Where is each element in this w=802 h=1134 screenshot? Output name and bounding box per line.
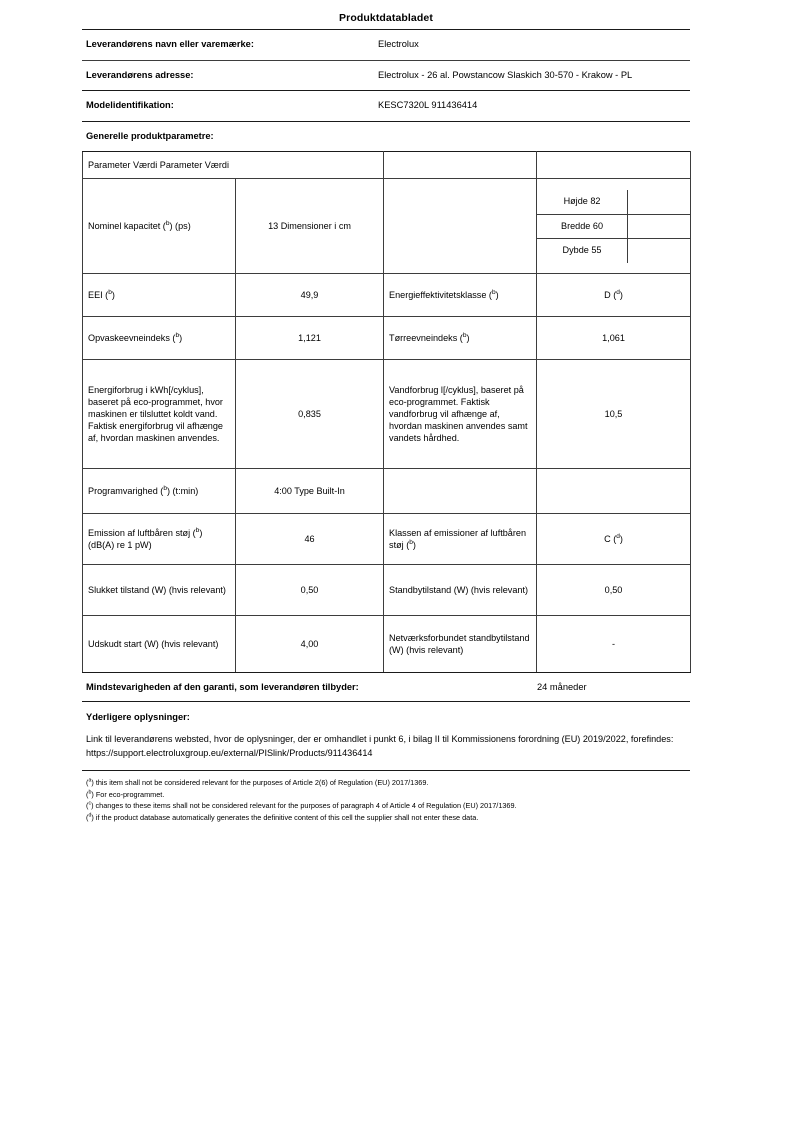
table-row [83, 360, 691, 469]
table-row [537, 214, 690, 239]
dimension-width: Bredde 60 [537, 214, 628, 239]
water-consumption-value: 10,5 [537, 360, 691, 469]
model-identifier-label: Modelidentifikation: [82, 91, 374, 122]
dimensions-subtable-host [537, 179, 691, 274]
supplier-address-label: Leverandørens adresse: [82, 60, 374, 91]
footnote-marker: b [165, 220, 170, 228]
program-duration-label: Programvarighed ($^b$) (t:min) [83, 469, 236, 514]
dimensions-spacer-cell [384, 179, 537, 274]
noise-emission-label: Emission af luftbåren støj ($^b$) (dB(A) re 1 pW) [83, 514, 236, 565]
footnote-marker: d [616, 289, 620, 297]
table-row [83, 317, 691, 360]
dimension-depth: Dybde 55 [537, 239, 628, 263]
networked-standby-value: - [537, 616, 691, 673]
table-row [83, 274, 691, 317]
header-spacer-cell-2 [537, 152, 691, 179]
standby-mode-label: Standbytilstand (W) (hvis relevant) [384, 565, 537, 616]
program-duration-spacer-cell [384, 469, 537, 514]
program-duration-value: 4:00 Type Built-In [236, 469, 384, 514]
dimension-height: Højde 82 [537, 190, 628, 214]
washing-index-value: 1,121 [236, 317, 384, 360]
model-identifier-value: KESC7320L 911436414 [374, 91, 690, 122]
noise-class-label: Klassen af emissioner af luftbåren støj ($^b$) [384, 514, 537, 565]
table-row [82, 60, 690, 91]
footnote-marker: b [108, 289, 112, 297]
table-row [537, 239, 690, 263]
energy-class-value: D ($^d$) [537, 274, 691, 317]
header-spacer-cell-1 [384, 152, 537, 179]
washing-index-label: Opvaskeevneindeks ($^b$) [83, 317, 236, 360]
networked-standby-label: Netværksforbundet standbytilstand (W) (hvis relevant) [384, 616, 537, 673]
delay-start-value: 4,00 [236, 616, 384, 673]
table-row [83, 514, 691, 565]
footnote-marker: b [462, 332, 467, 340]
footnote-marker: c [88, 800, 92, 807]
footnote-marker: b [88, 789, 92, 796]
parameter-column-header: Parameter Værdi Parameter Værdi [83, 152, 384, 179]
dimension-width-blank [628, 214, 691, 239]
table-row [83, 179, 691, 274]
general-parameters-table [82, 151, 691, 673]
standby-mode-value: 0,50 [537, 565, 691, 616]
footnote-marker: b [409, 539, 413, 547]
water-consumption-label: Vandforbrug l[/cyklus], baseret på eco-programmet. Faktisk vandforbrug vil afhænge af, hvordan maskinen anvendes samt vandets hårdhed. [384, 360, 537, 469]
supplier-address-value: Electrolux - 26 al. Powstancow Slaskich 30-570 - Krakow - PL [374, 60, 690, 91]
table-row [82, 121, 690, 151]
delay-start-label: Udskudt start (W) (hvis relevant) [83, 616, 236, 673]
noise-emission-value: 46 [236, 514, 384, 565]
off-mode-label: Slukket tilstand (W) (hvis relevant) [83, 565, 236, 616]
footnote-marker: b [195, 527, 200, 535]
fiche-sheet [82, 12, 690, 824]
supplier-name-label: Leverandørens navn eller varemærke: [82, 30, 374, 61]
nominal-capacity-label: Nominel kapacitet ($^b$) (ps) [83, 179, 236, 274]
page-title: Produktdatabladet [339, 12, 433, 24]
table-row [82, 91, 690, 122]
footnote-marker: b [175, 332, 180, 340]
eei-label: EEI ($^b$) [83, 274, 236, 317]
energy-class-label: Energieffektivitetsklasse ($^b$) [384, 274, 537, 317]
footnote-marker: b [163, 485, 167, 493]
off-mode-value: 0,50 [236, 565, 384, 616]
further-information-text: Link til leverandørens websted, hvor de oplysninger, der er omhandlet i punkt 6, i bilag II til Kommissionens forordning (EU) 2019/2022, forefindes: https://support.electroluxgroup.eu/external/PISlink/Products/911436414 [82, 733, 690, 770]
eei-value: 49,9 [236, 274, 384, 317]
table-row [83, 469, 691, 514]
dimension-depth-blank [628, 239, 691, 263]
general-parameters-heading: Generelle produktparametre: [82, 121, 690, 151]
program-duration-blank-cell [537, 469, 691, 514]
energy-consumption-label: Energiforbrug i kWh[/cyklus], baseret på eco-programmet, hvor maskinen er tilsluttet koldt vand. Faktisk energiforbrug vil afhænge af, hvordan maskinen anvendes. [83, 360, 236, 469]
energy-consumption-value: 0,835 [236, 360, 384, 469]
supplier-identity-table [82, 29, 690, 151]
footnote-c: ($^c$) changes to these items shall not be considered relevant for the purposes of paragraph 4 of Article 4 of Regulation (EU) 2017/1369. [86, 800, 517, 811]
drying-index-value: 1,061 [537, 317, 691, 360]
footnote-b: ($^b$) For eco-programmet. [86, 789, 165, 799]
table-row [82, 30, 690, 61]
warranty-value: 24 måneder [533, 673, 690, 702]
dimension-height-blank [628, 190, 691, 214]
warranty-label: Mindstevarigheden af den garanti, som leverandøren tilbyder: [82, 673, 533, 702]
table-row [83, 565, 691, 616]
supplier-name-value: Electrolux [374, 30, 690, 61]
table-row [83, 152, 691, 179]
footnote-marker: b [491, 289, 496, 297]
drying-index-label: Tørreevneindeks ($^b$) [384, 317, 537, 360]
footnote-marker: d [88, 812, 92, 819]
further-information-heading: Yderligere oplysninger: [86, 712, 190, 723]
table-row [83, 616, 691, 673]
footnotes-block [82, 771, 690, 824]
table-row [82, 673, 690, 702]
nominal-capacity-value: 13 Dimensioner i cm [236, 179, 384, 274]
dimensions-table [537, 190, 690, 263]
table-row [537, 190, 690, 214]
noise-class-value: C ($^d$) [537, 514, 691, 565]
footnote-marker: d [616, 533, 620, 541]
footnote-marker: a [88, 777, 92, 784]
footnote-a: ($^a$) this item shall not be considered relevant for the purposes of Article 2(6) of Regulation (EU) 2017/1369. [86, 777, 429, 787]
footnote-d: ($^d$) if the product database automatically generates the definitive content of this cell the supplier shall not enter these data. [86, 812, 479, 823]
warranty-table [82, 673, 690, 702]
